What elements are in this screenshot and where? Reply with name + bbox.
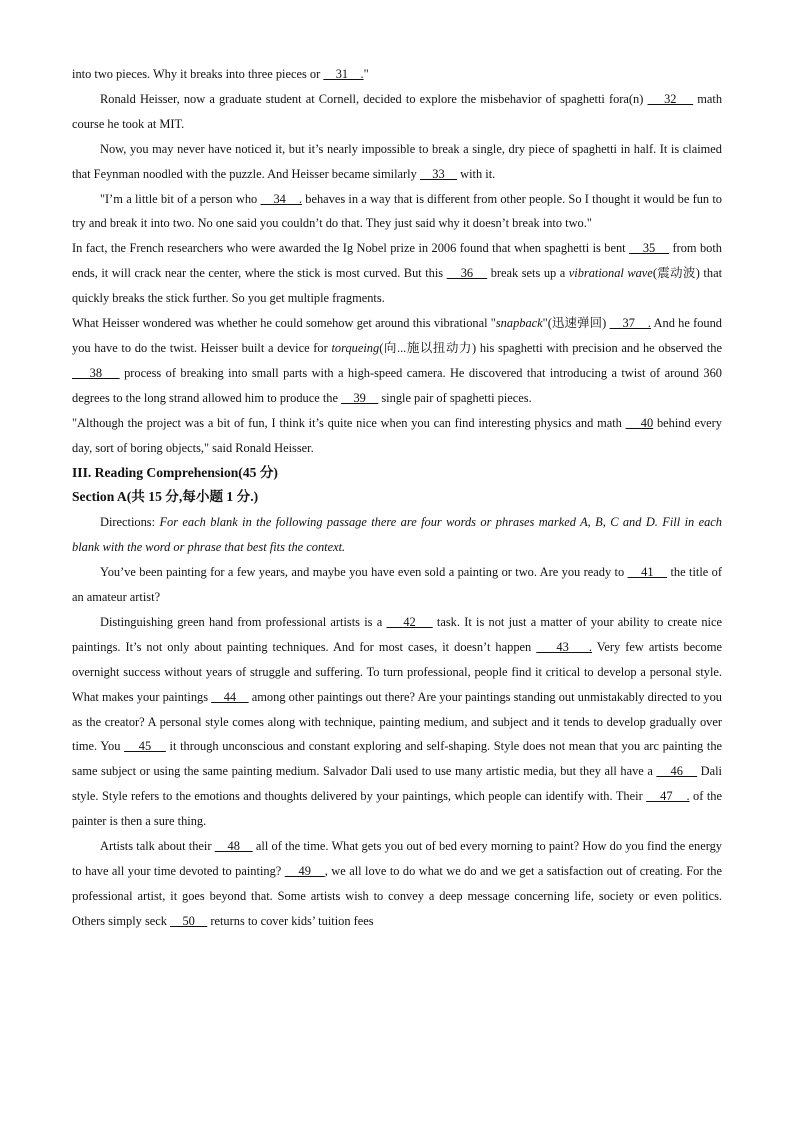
text-run: Directions: <box>100 515 160 530</box>
paragraph <box>72 62 722 87</box>
text-run: Distinguishing green hand from professional artists is a <box>100 614 387 629</box>
italic-text: For each blank in the following passage there are four words or phrases marked A, B, C and D. Fill in each blank with the word or phrase that best fits the context. <box>72 515 722 555</box>
text-run: break sets up a <box>487 266 569 281</box>
text-run: process of breaking into small parts with a high-speed camera. He discovered that introducing a twist of around 360 degrees to the long strand allowed him to produce the <box>72 365 722 405</box>
document-page <box>72 62 722 934</box>
text-run: single pair of spaghetti pieces. <box>378 390 532 405</box>
section-heading <box>72 485 722 510</box>
text-run: III. Reading Comprehension(45 分) <box>72 464 278 480</box>
paragraph <box>72 236 722 311</box>
text-run: Ronald Heisser, now a graduate student at Cornell, decided to explore the misbehavior of spaghetti fora(n) <box>100 91 648 106</box>
paragraph <box>72 187 722 237</box>
answer-blank: 49 <box>284 864 325 878</box>
answer-blank: 41 <box>627 565 668 580</box>
answer-blank: 34 . <box>260 191 302 206</box>
italic-text: vibrational wave <box>568 266 653 281</box>
paragraph <box>72 610 722 834</box>
text-run: Section A(共 15 分,每小题 1 分.) <box>72 489 259 505</box>
text-run: " <box>363 67 369 81</box>
paragraph <box>72 311 722 411</box>
italic-text: snapback <box>495 316 543 331</box>
answer-blank: 36 <box>446 266 488 281</box>
text-run: behaves in a way that is different from other people. So I thought it would be fun to try and break it into two. No one said you couldn’t do that. They just said why it doesn’t break into two." <box>72 191 722 231</box>
answer-blank: 40 <box>625 415 654 430</box>
answer-blank: 32 <box>647 91 694 106</box>
answer-blank: 31 . <box>323 67 364 81</box>
text-run: Artists talk about their <box>100 839 215 854</box>
text-run: You’ve been painting for a few years, and maybe you have even sold a painting or two. Are you ready to <box>100 565 628 580</box>
text-run: Very few artists become overnight success without years of struggle and suffering. To turn professional, people find it critical to develop a personal style. What makes your paintings <box>72 639 722 704</box>
text-run: of the painter is then a sure thing. <box>72 789 722 829</box>
text-run: into two pieces. Why it breaks into three pieces or <box>72 67 324 81</box>
text-run: among other paintings out there? Are your paintings standing out unmistakably directed to you as the creator? A personal style comes along with technique, painting medium, and subject and it tends to develop gradually over time. You <box>72 689 722 754</box>
paragraph <box>72 411 722 461</box>
text-run: returns to cover kids’ tuition fees <box>207 913 374 928</box>
text-run: "Although the project was a bit of fun, I think it’s quite nice when you can find interesting physics and math <box>72 415 626 430</box>
paragraph <box>72 87 722 137</box>
answer-blank: 47 . <box>646 789 690 804</box>
answer-blank: 39 <box>341 390 379 405</box>
text-run: behind every day, sort of boring objects," said Ronald Heisser. <box>72 415 723 455</box>
text-run: "I’m a little bit of a person who <box>100 191 261 206</box>
answer-blank: 50 <box>170 913 208 928</box>
text-run: Now, you may never have noticed it, but it’s nearly impossible to break a single, dry piece of spaghetti in half. It is claimed that Feynman noodled with the puzzle. And Heisser became similarly <box>72 141 722 181</box>
answer-blank: 43 . <box>536 639 592 654</box>
answer-blank: 35 <box>629 241 669 256</box>
paragraph <box>72 560 722 610</box>
text-run: with it. <box>457 166 496 181</box>
text-run: (震动波) that quickly breaks the stick further. So you get multiple fragments. <box>72 266 723 306</box>
text-run: Dali style. Style refers to the emotions and thoughts delivered by your paintings, which people can identify with. Their <box>72 764 723 804</box>
answer-blank: 42 <box>386 614 433 629</box>
answer-blank: 37 . <box>609 316 651 331</box>
paragraph <box>72 834 722 934</box>
text-run: "(迅速弹回) <box>542 316 610 331</box>
answer-blank: 46 <box>656 764 698 779</box>
text-run: from both ends, it will crack near the center, where the stick is most curved. But this <box>72 241 723 281</box>
text-run: And he found you have to do the twist. Heisser built a device for <box>72 316 722 355</box>
italic-text: torqueing <box>331 340 380 355</box>
text-run: it through unconscious and constant exploring and self-shaping. Style does not mean that you arc painting the same subject or using the same painting medium. Salvador Dali used to use many artistic media, but they all have a <box>72 739 723 779</box>
text-run: (向...施以扭动力) his spaghetti with precision and he observed the <box>379 340 722 355</box>
text-run: In fact, the French researchers who were awarded the Ig Nobel prize in 2006 found that when spaghetti is bent <box>72 241 630 256</box>
text-run: task. It is not just a matter of your ability to create nice paintings. It’s not only about painting techniques. And for most cases, it doesn’t happen <box>72 614 722 654</box>
answer-blank: 38 <box>72 365 120 380</box>
text-run: math course he took at MIT. <box>72 91 723 131</box>
paragraph <box>72 137 722 187</box>
answer-blank: 45 <box>124 739 166 754</box>
text-run: , we all love to do what we do and we get a satisfaction out of creating. For the professional artist, it goes beyond that. Some artists wish to convey a deep message concerning life, society or even politics. Others simply seck <box>72 864 722 928</box>
paragraph <box>72 510 722 560</box>
answer-blank: 33 <box>419 166 458 181</box>
text-run: What Heisser wondered was whether he could somehow get around this vibrational " <box>72 316 496 331</box>
text-run: the title of an amateur artist? <box>72 565 722 605</box>
answer-blank: 48 <box>214 839 253 854</box>
answer-blank: 44 <box>211 689 249 704</box>
section-heading <box>72 461 722 486</box>
text-run: all of the time. What gets you out of bed every morning to paint? How do you find the energy to have all your time devoted to painting? <box>72 839 722 878</box>
